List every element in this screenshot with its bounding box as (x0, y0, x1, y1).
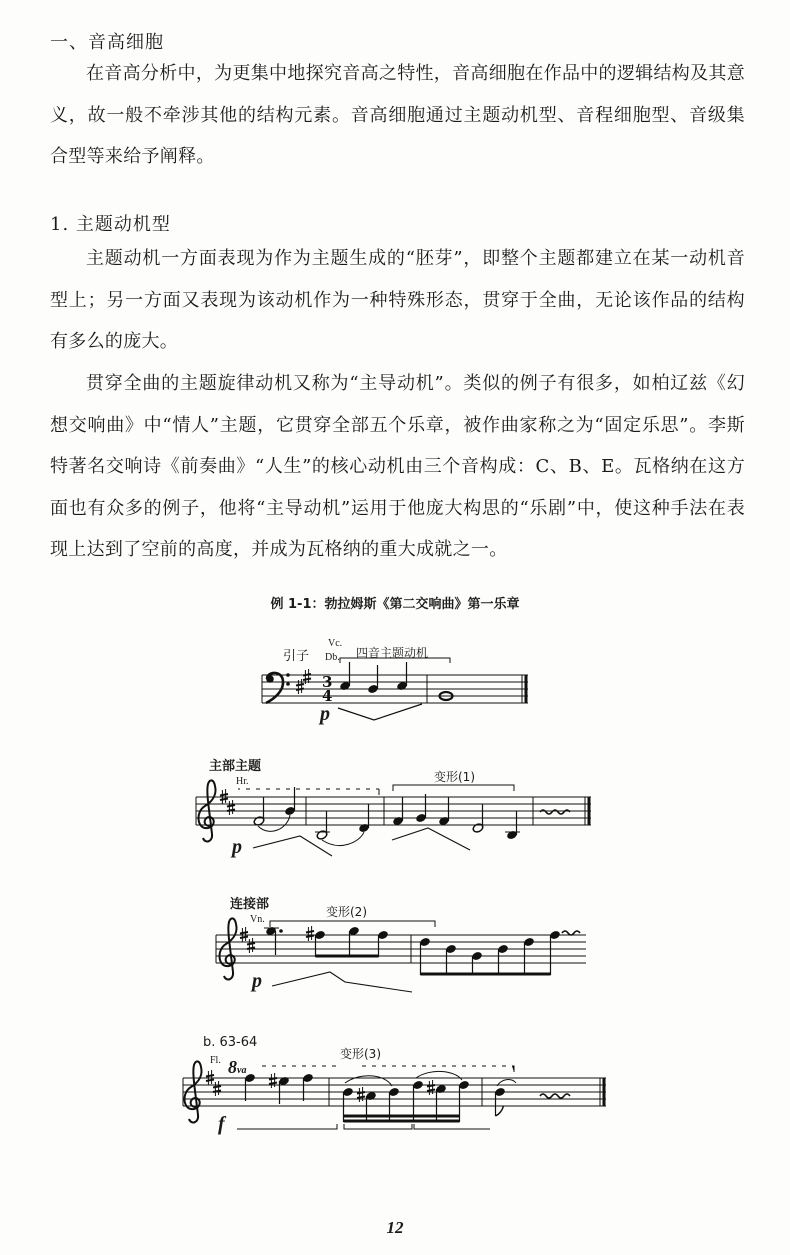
sharp-icon (247, 938, 255, 953)
system-2-variant-label: 变形(1) (434, 770, 475, 784)
system-3-instrument: Vn. (250, 914, 265, 925)
system-2-dynamic: p (232, 836, 242, 858)
hairpin (272, 972, 412, 992)
system-4-octave: 8va (228, 1057, 247, 1077)
system-3-variant-label: 变形(2) (326, 905, 367, 919)
body-paragraph: 贯穿全曲的主题旋律动机又称为“主导动机”。类似的例子有很多，如柏辽兹《幻想交响曲》中“情人”主题，它贯穿全部五个乐章，被作曲家称之为“固定乐思”。李斯特著名交响诗《前奏曲》“人生”的核心动机由三个音构成：C、B、E。瓦格纳在这方面也有众多的例子，他将“主导动机”运用于他庞大构思的“乐剧”中，使这种手法在表现上达到了空前的高度，并成为瓦格纳的重大成就之一。 (50, 373, 745, 560)
hairpin (392, 828, 470, 850)
example-caption: 例 1-1：勃拉姆斯《第二交响曲》第一乐章 (270, 597, 520, 612)
slur (322, 832, 364, 845)
motif-bracket (340, 658, 450, 663)
system-3-dynamic: p (252, 970, 262, 992)
system-2-instrument: Hr. (236, 776, 249, 787)
subsection-heading: 1. 主题动机型 (50, 214, 171, 235)
trill-icon (540, 810, 570, 814)
system-1-instrument-top: Vc. (328, 638, 343, 649)
trill-icon (562, 931, 580, 935)
slur (416, 1071, 462, 1080)
system-4-dynamic: f (218, 1113, 225, 1135)
variant-bracket (393, 785, 514, 791)
system-4-variant-label: 变形(3) (340, 1047, 381, 1061)
bracket-line (237, 1124, 337, 1129)
time-signature-top: 3 (322, 673, 333, 691)
body-paragraph: 主题动机一方面表现为作为主题生成的“胚芽”，即整个主题都建立在某一动机音型上；另一方面又表现为该动机作为一种特殊形态，贯穿于全曲，无论该作品的结构有多么的庞大。 (50, 248, 745, 352)
system-1-instrument-bottom: Db. (325, 652, 340, 663)
trill-icon (540, 1094, 570, 1098)
hairpin (338, 704, 422, 720)
horn-dashed-line (238, 789, 379, 795)
intro-paragraph: 在音高分析中，为更集中地探究音高之特性，音高细胞在作品中的逻辑结构及其意义，故一般不牵涉其他的结构元素。音高细胞通过主题动机型、音程细胞型、音级集合型等来给予阐释。 (50, 63, 745, 167)
system-1-section-label: 引子 (283, 649, 310, 664)
sharp-icon (227, 800, 235, 815)
section-heading: 一、音高细胞 (50, 32, 164, 53)
bracket-line (414, 1124, 490, 1129)
system-1-motif-label: 四音主题动机 (356, 646, 429, 660)
octave-dashed-line (262, 1066, 514, 1072)
bracket-line (344, 1124, 412, 1129)
bass-clef-icon (266, 673, 290, 703)
sharp-icon (296, 679, 304, 694)
system-3-section-label: 连接部 (230, 897, 270, 912)
time-signature-bottom: 4 (322, 687, 333, 705)
system-3-notes (264, 926, 561, 975)
system-2-section-label: 主部主题 (209, 759, 262, 774)
system-4-instrument: Fl. (210, 1055, 221, 1066)
system-4-notes (244, 1073, 506, 1122)
page-number: 12 (386, 1218, 404, 1237)
sharp-icon (213, 1081, 221, 1096)
variant-bracket (270, 921, 435, 927)
system-1-notes (339, 662, 453, 700)
system-1-dynamic: p (320, 703, 330, 725)
system-2-notes (253, 787, 520, 840)
slur (345, 1076, 392, 1086)
system-4-section-label: b. 63-64 (203, 1035, 258, 1050)
